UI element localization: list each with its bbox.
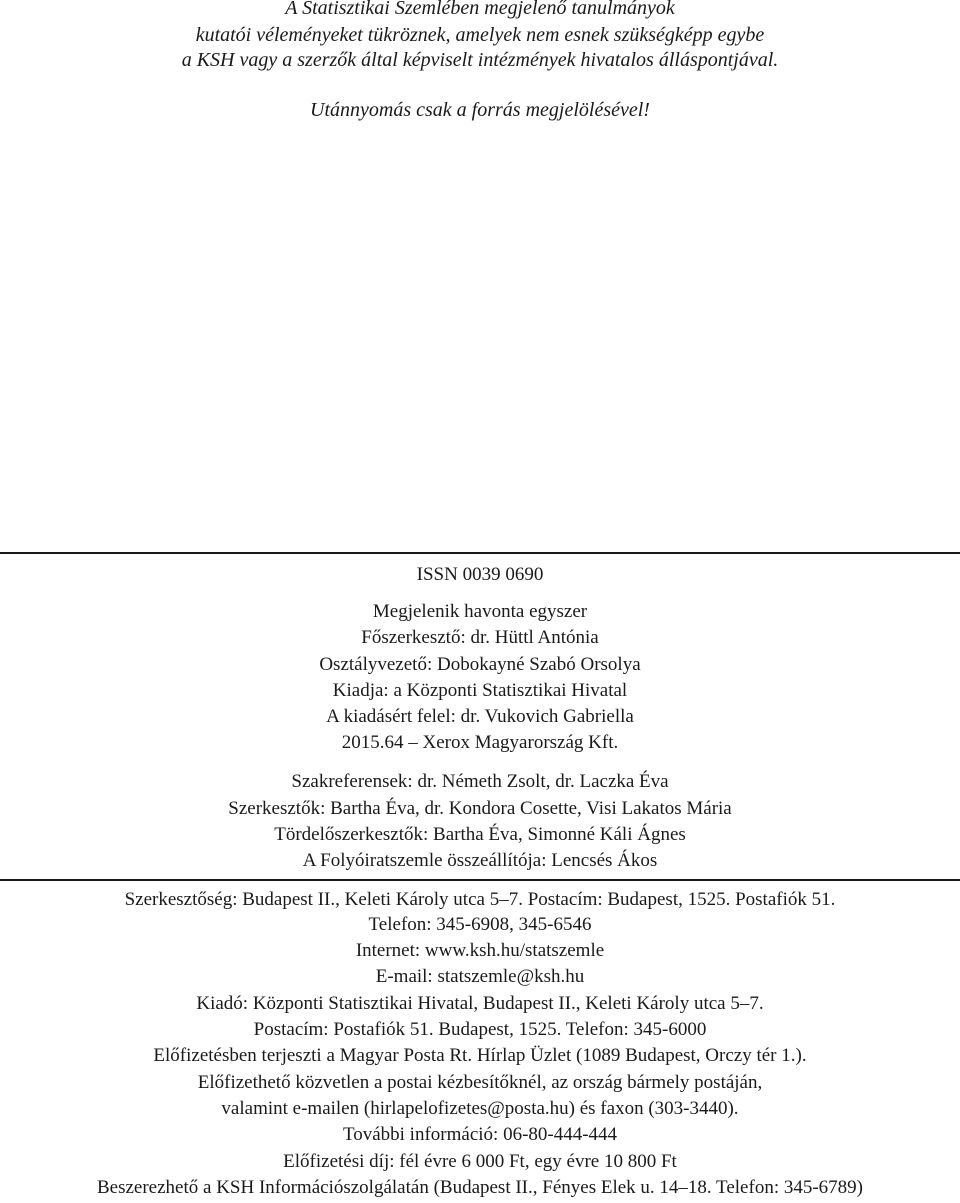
editorial-office: Szerkesztőség: Budapest II., Keleti Károly utca 5–7. Postacím: Budapest, 1525. Postafiók 51.: [124, 889, 836, 910]
editor-in-chief: Főszerkesztő: dr. Hüttl Antónia: [361, 627, 599, 648]
middle-divider: [0, 879, 960, 881]
editors: Szerkesztők: Bartha Éva, dr. Kondora Cosette, Visi Lakatos Mária: [228, 798, 732, 819]
email: E-mail: statszemle@ksh.hu: [375, 966, 585, 987]
review-compiler: A Folyóiratszemle összeállítója: Lencsés Ákos: [302, 850, 658, 871]
subscribe-line-2: valamint e-mailen (hirlapelofizetes@posta.hu) és faxon (303-3440).: [221, 1098, 739, 1119]
top-divider: [0, 552, 960, 554]
subscription-fee: Előfizetési díj: fél évre 6 000 Ft, egy évre 10 800 Ft: [283, 1151, 677, 1172]
head-of-department: Osztályvezető: Dobokayné Szabó Orsolya: [319, 654, 641, 675]
publisher-address: Kiadó: Központi Statisztikai Hivatal, Budapest II., Keleti Károly utca 5–7.: [196, 993, 764, 1014]
disclaimer-line-1: A Statisztikai Szemlében megjelenő tanulmányok: [285, 0, 675, 19]
frequency: Megjelenik havonta egyszer: [372, 601, 588, 622]
layout-editors: Tördelőszerkesztők: Bartha Éva, Simonné Káli Ágnes: [274, 824, 686, 845]
subscribe-line-1: Előfizethető közvetlen a postai kézbesítőknél, az ország bármely postáján,: [197, 1072, 763, 1093]
publisher: Kiadja: a Központi Statisztikai Hivatal: [332, 680, 628, 701]
disclaimer-line-3: a KSH vagy a szerzők által képviselt intézmények hivatalos álláspontjával.: [181, 49, 779, 71]
disclaimer-line-2: kutatói véleményeket tükröznek, amelyek nem esnek szükségképp egybe: [195, 24, 765, 46]
publisher-postal: Postacím: Postafiók 51. Budapest, 1525. Telefon: 345-6000: [253, 1019, 707, 1040]
distribution: Előfizetésben terjeszti a Magyar Posta Rt. Hírlap Üzlet (1089 Budapest, Orczy tér 1.).: [153, 1045, 807, 1066]
responsible-person: A kiadásért felel: dr. Vukovich Gabriella: [326, 706, 634, 727]
reprint-notice: Utánnyomás csak a forrás megjelölésével!: [310, 99, 650, 121]
internet: Internet: www.ksh.hu/statszemle: [355, 940, 605, 961]
issn: ISSN 0039 0690: [416, 564, 544, 585]
phone: Telefon: 345-6908, 345-6546: [368, 914, 592, 935]
purchase-info: Beszerezhető a KSH Információszolgálatán (Budapest II., Fényes Elek u. 14–18. Telefon: 345-6789): [96, 1177, 863, 1198]
referees: Szakreferensek: dr. Németh Zsolt, dr. Laczka Éva: [291, 771, 669, 792]
printer: 2015.64 – Xerox Magyarország Kft.: [341, 732, 619, 753]
more-info: További információ: 06-80-444-444: [342, 1124, 618, 1145]
